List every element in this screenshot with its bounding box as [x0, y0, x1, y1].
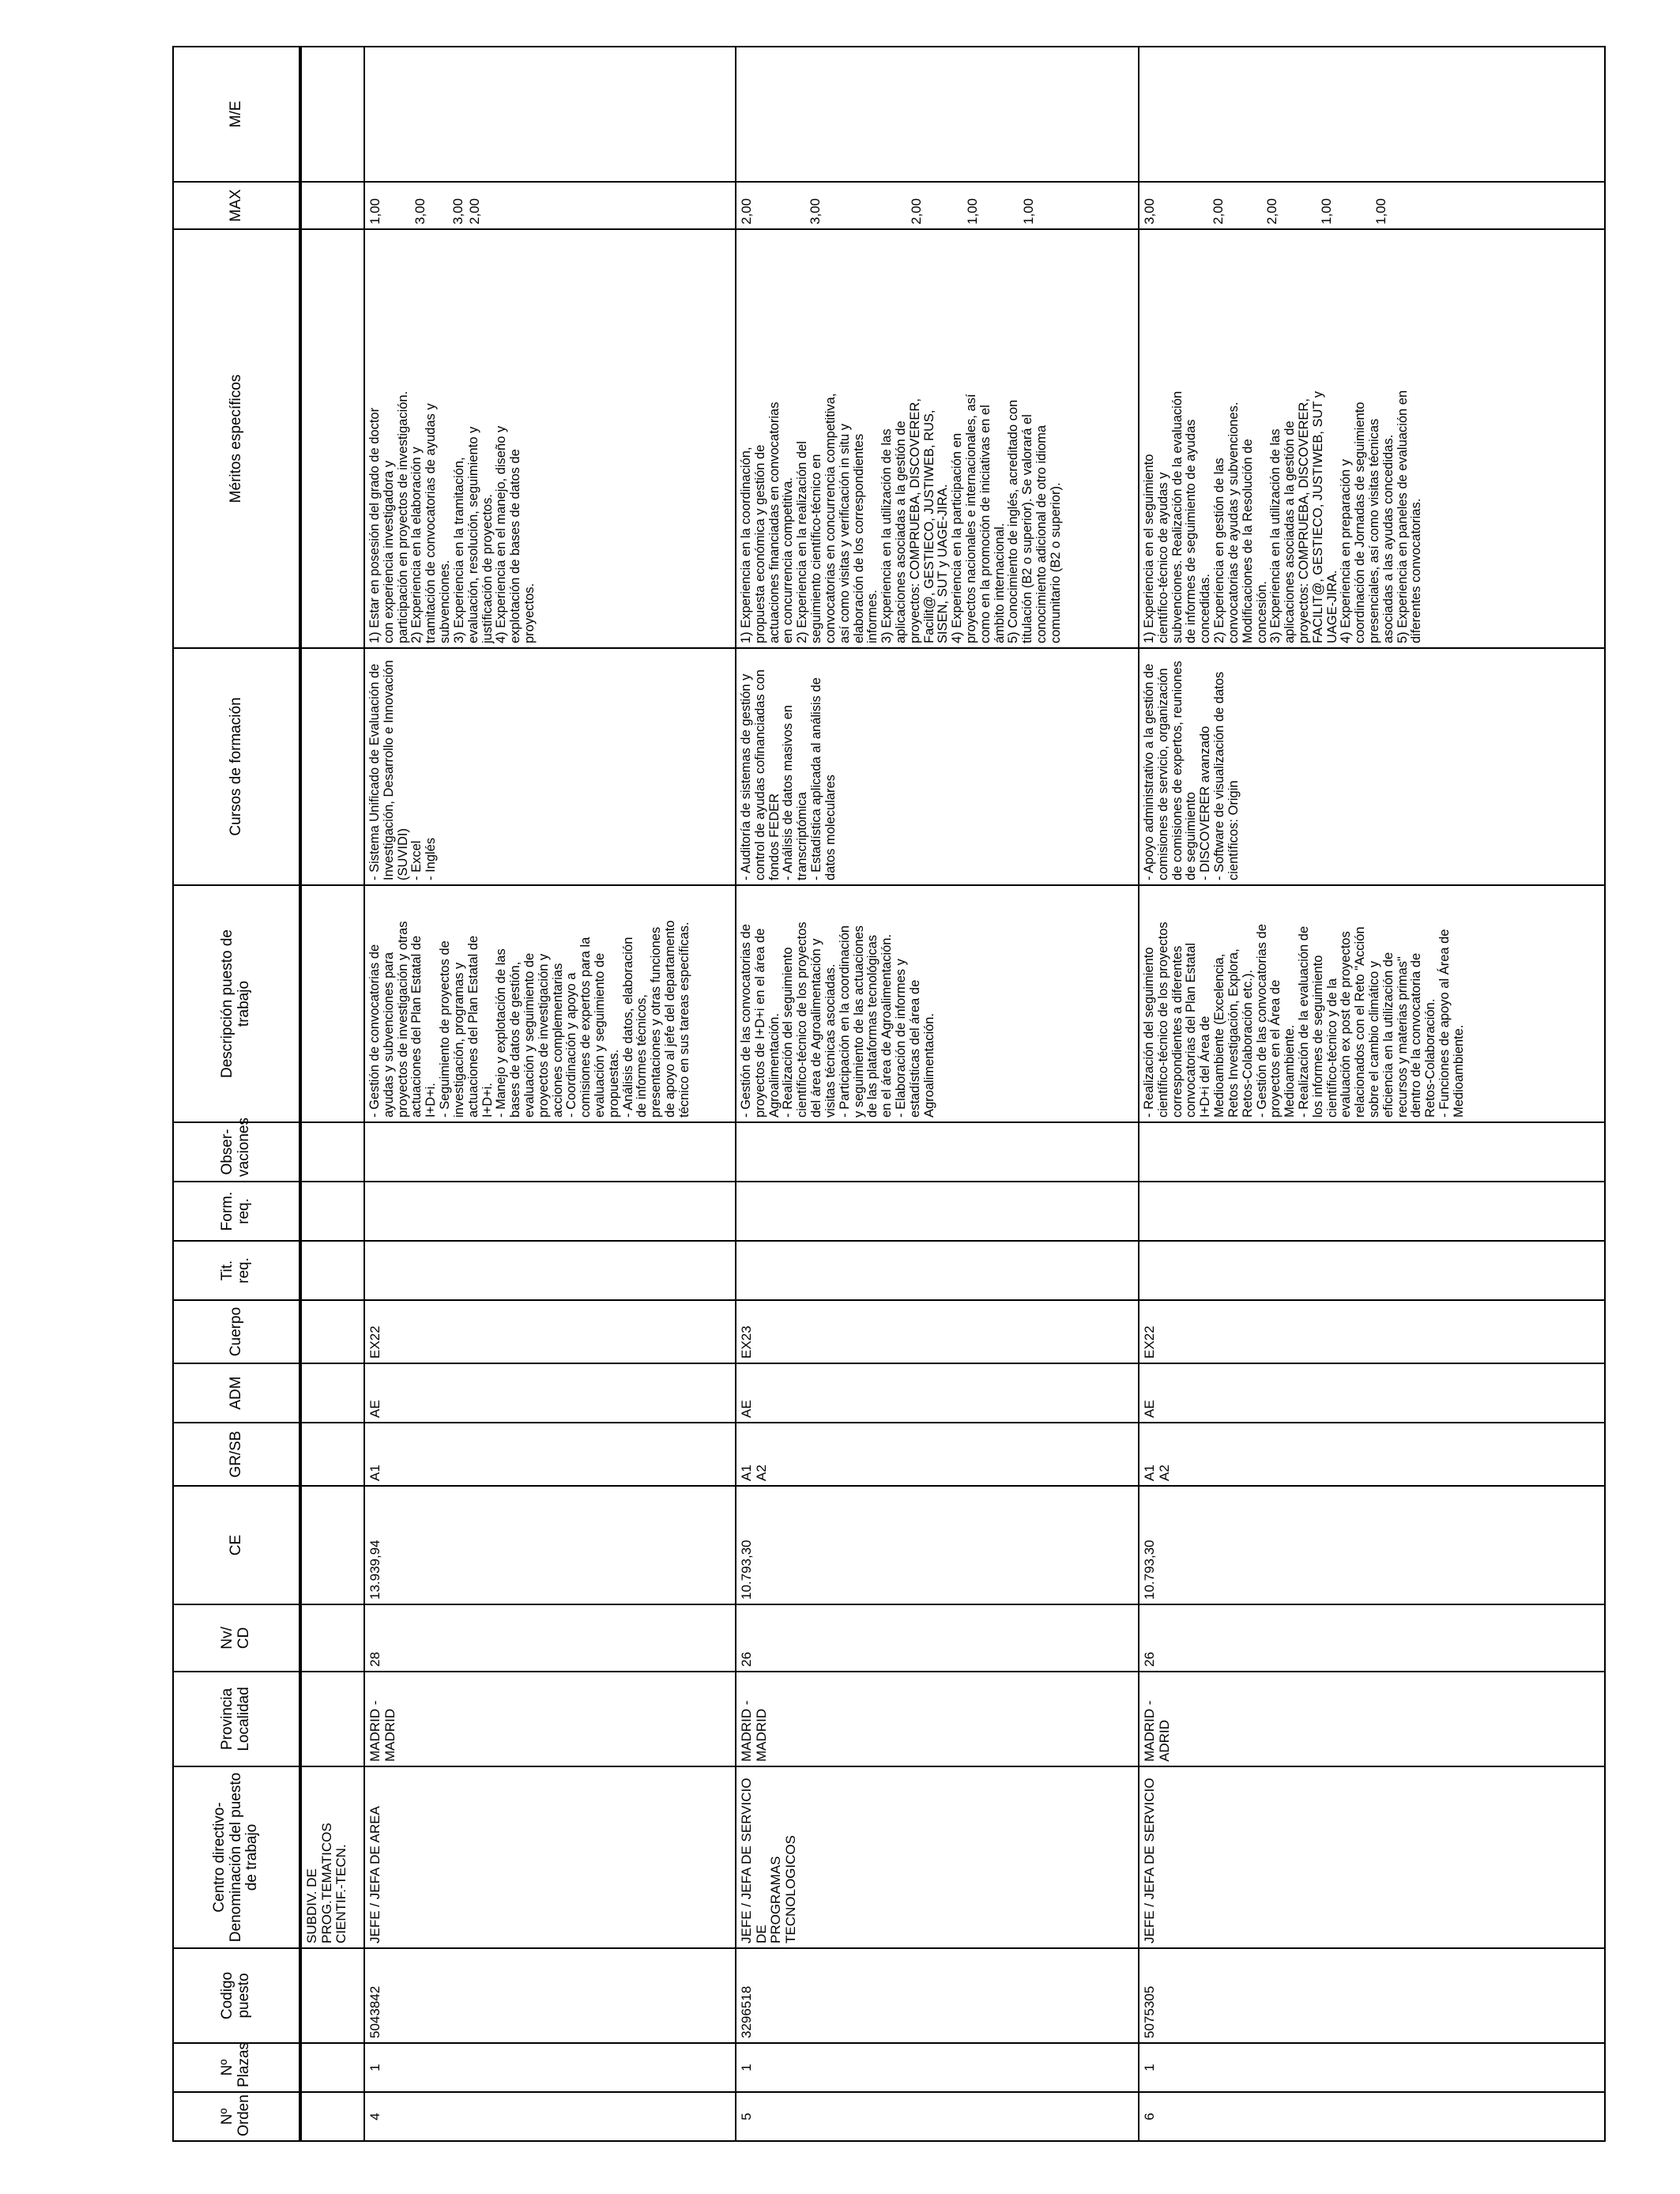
me-cell [736, 47, 1139, 182]
header-tit: Tit. req. [173, 1241, 300, 1300]
denominacion-cell: JEFE / JEFA DE AREA [364, 1766, 736, 1948]
max-value: 2,00 [1264, 198, 1280, 224]
meritos-cell: 1) Experiencia en la coordinación, propuesta económica y gestión de actuaciones financiadas en convocatorias en concurrencia competitiva. 2) Experiencia en la realización del seguimiento científico-técnico en convocatorias en concurrencia competitiva, así como visitas y verificación in situ y elaboración de los correspondientes informes. 3) Experiencia en la utilización de las aplicaciones asociadas a la gestión de proyectos: COMPRUEBA, DISCOVERER, Facilit@, GESTIECO, JUSTIWEB, RUS, SISEN, SUT y UAGE-JIRA. 4) Experiencia en la participación en proyectos nacionales e internacionales, así como en la promoción de iniciativas en el ámbito internacional. 5) Conocimiento de inglés, acreditado con titulación (B2 o superior). Se valorará el conocimiento adicional de otro idioma comunitario (B2 o superior). [736, 229, 1139, 648]
header-provincia: Provincia Localidad [173, 1672, 300, 1766]
header-grsb: GR/SB [173, 1423, 300, 1486]
cursos-cell: - Sistema Unificado de Evaluación de Investigación, Desarrollo e Innovación (SUVIDI) - Excel - Inglés [364, 648, 736, 885]
grsb-cell: A1 [364, 1423, 736, 1486]
header-plazas: Nº Plazas [173, 2043, 300, 2092]
subdivision-name: SUBDIV. DE PROG.TEMATICOS CIENTIF.-TECN. [300, 1766, 364, 1948]
codigo-cell: 3296518 [736, 1948, 1139, 2043]
header-obs: Obser- vaciones [173, 1122, 300, 1182]
header-cursos: Cursos de formación [173, 648, 300, 885]
grsb-cell: A1 A2 [736, 1423, 1139, 1486]
provincia-cell: MADRID - MADRID [364, 1672, 736, 1766]
plazas-cell: 1 [364, 2043, 736, 2092]
header-orden: Nº Orden [173, 2092, 300, 2141]
descripcion-cell: - Gestión de convocatorias de ayudas y subvenciones para proyectos de investigación y otras actuaciones del Plan Estatal de I+D+i. - Seguimiento de proyectos de investigación, programas y actuaciones del Plan Estatal de I+D+i. - Manejo y explotación de las bases de datos de gestión, evaluación y seguimiento de proyectos de investigación y acciones complementarias - Coordinación y apoyo a comisiones de expertos para la evaluación y seguimiento de propuestas. - Análisis de datos, elaboración de informes técnicos, presentaciones y otras funciones de apoyo al jefe del departamento técnico en sus tareas específicas. [364, 885, 736, 1122]
max-value: 2,00 [909, 198, 925, 224]
header-me: M/E [173, 47, 300, 182]
header-form: Form. req. [173, 1182, 300, 1241]
cuerpo-cell: EX22 [364, 1300, 736, 1363]
max-value: 1,00 [965, 198, 981, 224]
header-row [173, 47, 300, 2141]
max-value: 3,00 [412, 198, 428, 224]
denominacion-cell: JEFE / JEFA DE SERVICIO DE PROGRAMAS TECNOLOGICOS [736, 1766, 1139, 1948]
table-row [1139, 47, 1605, 2141]
ce-cell: 10.793,30 [1139, 1486, 1605, 1604]
me-cell [364, 47, 736, 182]
grsb-cell: A1 A2 [1139, 1423, 1605, 1486]
header-nivel: Nv/ CD [173, 1604, 300, 1672]
adm-cell: AE [1139, 1363, 1605, 1423]
max-value: 3,00 [450, 198, 466, 224]
header-max: MAX [173, 182, 300, 229]
max-cell [736, 182, 1139, 229]
provincia-cell: MADRID - MADRID [736, 1672, 1139, 1766]
max-value: 2,00 [467, 198, 483, 224]
meritos-cell: 1) Experiencia en el seguimiento científico-técnico de ayudas y subvenciones. Realización de la evaluación de informes de seguimiento de ayudas concedidas. 2) Experiencia en gestión de las convocatorias de ayudas y subvenciones. Modificaciones de la Resolución de concesión. 3) Experiencia en la utilización de las aplicaciones asociadas a la gestión de proyectos: COMPRUEBA, DISCOVERER, FACILIT@, GESTIECO, JUSTIWEB, SUT y UAGE-JIRA. 4) Experiencia en preparación y coordinación de Jornadas de seguimiento presenciales, así como visitas técnicas asociadas a las ayudas concedidas. 5) Experiencia en paneles de evaluación en diferentes convocatorias. [1139, 229, 1605, 648]
meritos-cell: 1) Estar en posesión del grado de doctor con experiencia investigadora y participación en proyectos de investigación. 2) Experiencia en la elaboración y tramitación de convocatorias de ayudas y subvenciones. 3) Experiencia en la tramitación, evaluación, resolución, seguimiento y justificación de proyectos. 4) Experiencia en el manejo, diseño y explotación de bases de datos de proyectos. [364, 229, 736, 648]
max-value: 2,00 [739, 198, 754, 224]
max-cell [1139, 182, 1605, 229]
max-value: 1,00 [1319, 198, 1335, 224]
rotated-table-page [172, 47, 1579, 2142]
cursos-cell: - Apoyo administrativo a la gestión de comisiones de servicio, organización de comisiones de expertos, reuniones de seguimiento - DISCOVERER avanzado - Software de visualización de datos científicos: Origin [1139, 648, 1605, 885]
orden-cell: 5 [736, 2092, 1139, 2141]
plazas-cell: 1 [1139, 2043, 1605, 2092]
max-value: 3,00 [1142, 198, 1157, 224]
table-row [736, 47, 1139, 2141]
nivel-cell: 26 [1139, 1604, 1605, 1672]
nivel-cell: 26 [736, 1604, 1139, 1672]
header-ce: CE [173, 1486, 300, 1604]
codigo-cell: 5043842 [364, 1948, 736, 2043]
header-meritos: Méritos específicos [173, 229, 300, 648]
max-value: 1,00 [1020, 198, 1036, 224]
adm-cell: AE [364, 1363, 736, 1423]
header-centro: Centro directivo- Denominación del puesto de trabajo [173, 1766, 300, 1948]
descripcion-cell: - Gestión de las convocatorias de proyectos de I+D+i en el área de Agroalimentación. - Realización del seguimiento científico-técnico de los proyectos del área de Agroalimentación y visitas técnicas asociadas. - Participación en la coordinación y seguimiento de las actuaciones de las plataformas tecnológicas en el área de Agroalimentación. - Elaboración de informes y estadísticas del área de Agroalimentación. [736, 885, 1139, 1122]
orden-cell: 6 [1139, 2092, 1605, 2141]
ce-cell: 10.793,30 [736, 1486, 1139, 1604]
orden-cell: 4 [364, 2092, 736, 2141]
adm-cell: AE [736, 1363, 1139, 1423]
max-value: 2,00 [1210, 198, 1226, 224]
subdivision-row [300, 47, 364, 2141]
header-adm: ADM [173, 1363, 300, 1423]
job-positions-table [172, 46, 1606, 2142]
plazas-cell: 1 [736, 2043, 1139, 2092]
cursos-cell: - Auditoría de sistemas de gestión y control de ayudas cofinanciadas con fondos FEDER - Análisis de datos masivos en transcriptómica - Estadística aplicada al análisis de datos moleculares [736, 648, 1139, 885]
max-value: 1,00 [1373, 198, 1388, 224]
header-descripcion: Descripción puesto de trabajo [173, 885, 300, 1122]
provincia-cell: MADRID - ADRID [1139, 1672, 1605, 1766]
cuerpo-cell: EX23 [736, 1300, 1139, 1363]
max-cell [364, 182, 736, 229]
descripcion-cell: - Realización del seguimiento científico-técnico de los proyectos correspondientes a diferentes convocatorias del Plan Estatal I+D+i del Área de Medioambiente (Excelencia, Retos Investigación, Explora, Retos-Colaboración etc.). - Gestión de las convocatorias de proyectos en el Área de Medioambiente. - Realización de la evaluación de los informes de seguimiento científico-técnico y de la evaluación ex post de proyectos relacionados con el Reto "Acción sobre el cambio climático y eficiencia en la utilización de recursos y materias primas" dentro de la convocatoria de Retos-Colaboración. - Funciones de apoyo al Área de Medioambiente. [1139, 885, 1605, 1122]
ce-cell: 13.939,94 [364, 1486, 736, 1604]
max-value: 3,00 [807, 198, 823, 224]
max-value: 1,00 [367, 198, 382, 224]
me-cell [1139, 47, 1605, 182]
cuerpo-cell: EX22 [1139, 1300, 1605, 1363]
table-row [364, 47, 736, 2141]
codigo-cell: 5075305 [1139, 1948, 1605, 2043]
nivel-cell: 28 [364, 1604, 736, 1672]
header-codigo: Codigo puesto [173, 1948, 300, 2043]
header-cuerpo: Cuerpo [173, 1300, 300, 1363]
denominacion-cell: JEFE / JEFA DE SERVICIO [1139, 1766, 1605, 1948]
